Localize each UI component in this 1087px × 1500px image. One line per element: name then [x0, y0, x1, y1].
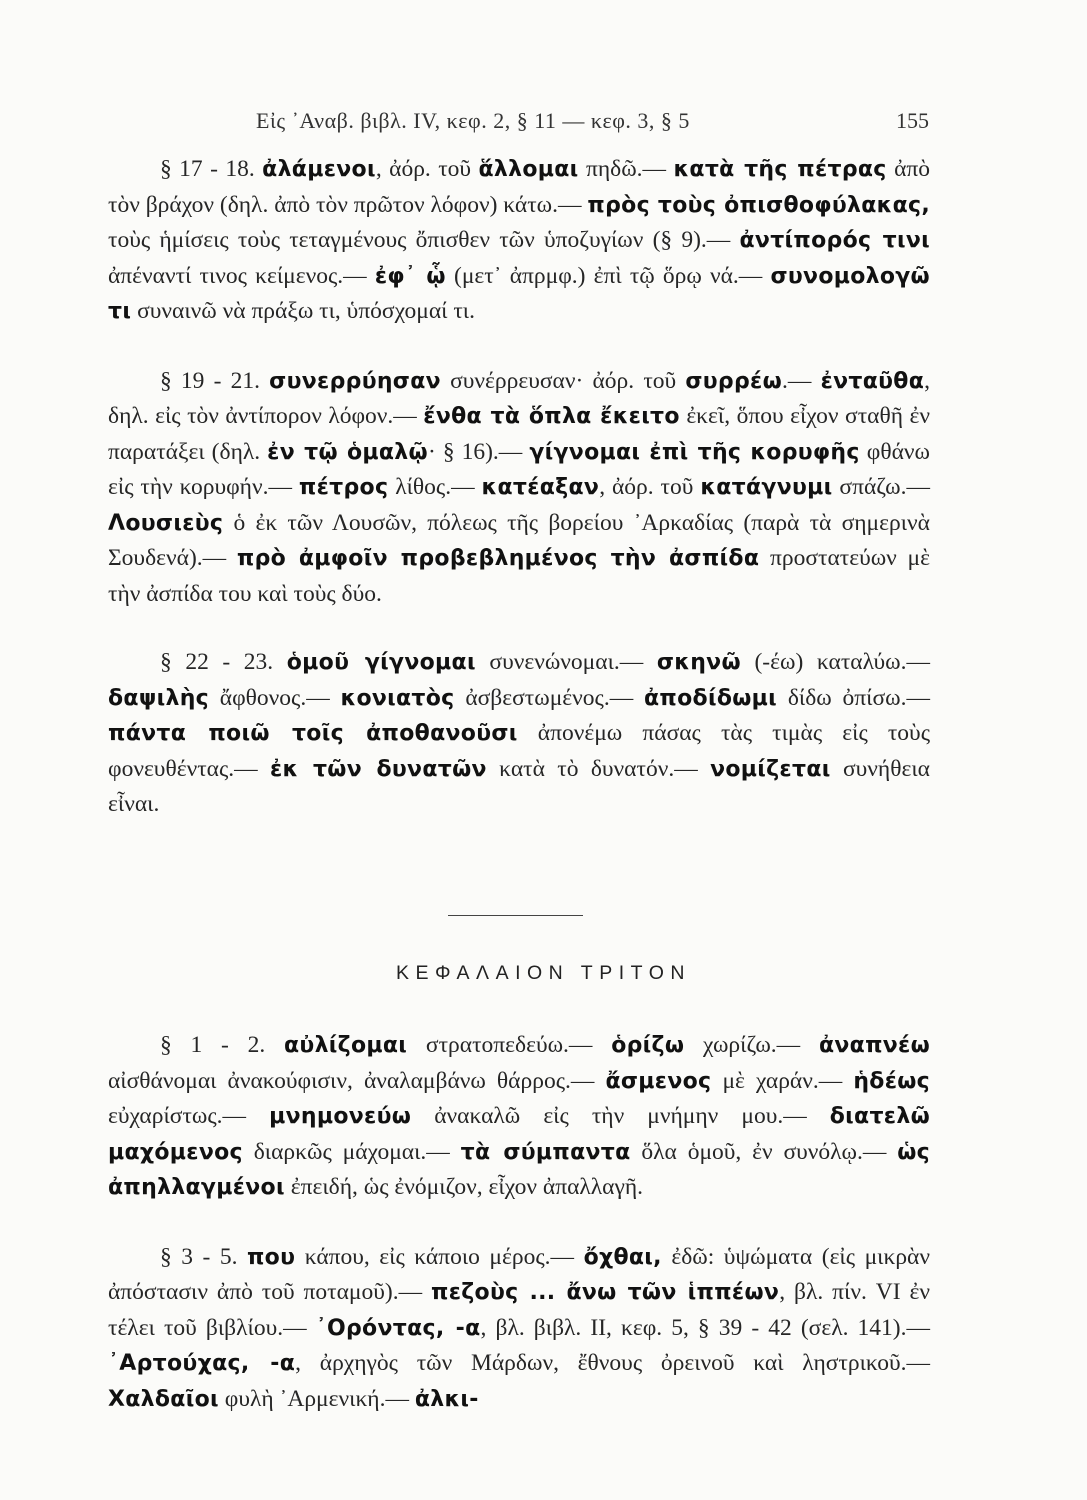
lemma-term: Λουσιεὺς — [108, 510, 224, 536]
gloss-text: κάπου, εἰς κάποιο μέρος.— — [295, 1243, 584, 1270]
gloss-text: συνέρρευσαν· ἀόρ. τοῦ — [440, 367, 686, 394]
gloss-text: ὁ ἐκ τῶν Λουσῶν, πόλεως τῆς βορείου ᾿Αρκαδίας (παρὰ τὰ σημερινὰ Σουδενά).— — [108, 509, 930, 571]
gloss-text: ἀπὸ τὸν βράχον (δηλ. ἀπὸ τὸν πρῶτον λόφον) κάτω.— — [108, 156, 930, 218]
gloss-text: , δηλ. εἰς τὸν ἀντίπορον λόφον.— — [108, 367, 931, 429]
gloss-text: συναινῶ νὰ πράξω τι, ὑπόσχομαί τι. — [131, 298, 476, 324]
lemma-term: συρρέω — [685, 368, 782, 394]
lemma-term: ἀλκι- — [414, 1386, 479, 1412]
lemma-term: ἐκ τῶν δυνατῶν — [270, 756, 487, 782]
lemma-term: σκηνῶ — [656, 650, 741, 675]
gloss-text: χωρίζω.— — [684, 1032, 819, 1058]
gloss-text: ἐδῶ: ὑψώματα (εἰς μικρὰν ἀπόστασιν ἀπὸ τοῦ ποταμοῦ).— — [108, 1243, 930, 1305]
gloss-text: φθάνω εἰς τὴν κορυφήν.— — [108, 438, 930, 500]
commentary-upper — [108, 152, 930, 822]
lemma-term: αὐλίζομαι — [284, 1033, 408, 1058]
lemma-term: ὡς ἀπηλλαγμένοι — [108, 1139, 930, 1200]
page-number: 155 — [896, 108, 929, 133]
gloss-text: , ἀρχηγὸς τῶν Μάρδων, ἔθνους ὀρεινοῦ καὶ ληστρικοῦ.— — [295, 1350, 930, 1376]
gloss-text: ἀσβεστωμένος.— — [454, 684, 645, 711]
gloss-text: , βλ. πίν. VI ἐν τέλει τοῦ βιβλίου.— — [108, 1279, 930, 1341]
lemma-term: μνημονεύω — [269, 1104, 412, 1129]
lemma-term: ἐφ᾽ ᾧ — [374, 263, 446, 289]
running-header — [150, 100, 929, 140]
lemma-term: νομίζεται — [710, 756, 831, 782]
gloss-text: ὅλα ὁμοῦ, ἐν συνόλῳ.— — [630, 1138, 898, 1165]
lemma-term: πέτρος — [298, 475, 389, 500]
note-paragraph — [108, 1028, 930, 1206]
gloss-text: (-έω) καταλύω.— — [740, 649, 931, 675]
lemma-term: δαψιλὴς — [108, 685, 209, 711]
lemma-term: Χαλδαῖοι — [108, 1386, 219, 1412]
lemma-term: κατέαξαν — [481, 475, 600, 500]
section-divider — [448, 915, 583, 916]
lemma-term: ἐν τῷ ὁμαλῷ — [267, 439, 428, 465]
lemma-term: κατάγνυμι — [700, 475, 833, 500]
lemma-term: συνερρύησαν — [269, 368, 441, 394]
gloss-text: φυλὴ ᾿Αρμενική.— — [218, 1385, 415, 1412]
lemma-term: ὄχθαι, — [583, 1244, 662, 1270]
lemma-term: ἀποδίδωμι — [644, 685, 778, 711]
section-ref: § 17 - 18. — [160, 156, 255, 182]
gloss-text: δίδω ὀπίσω.— — [777, 684, 930, 711]
gloss-text: (μετ᾽ ἀπρμφ.) ἐπὶ τῷ ὅρῳ νά.— — [445, 262, 771, 289]
gloss-text: , ἀόρ. τοῦ — [599, 474, 701, 500]
lemma-term: πεζοὺς ... ἄνω τῶν ἱππέων — [431, 1280, 780, 1305]
gloss-text: λίθος.— — [388, 474, 482, 500]
lemma-term: κατὰ τῆς πέτρας — [673, 157, 887, 182]
gloss-text: · § 16).— — [427, 438, 530, 465]
lemma-term: που — [246, 1244, 296, 1270]
note-paragraph — [108, 645, 930, 822]
section-ref: § 1 - 2. — [160, 1032, 266, 1058]
gloss-text: αἰσθάνομαι ἀνακούφισιν, ἀναλαμβάνω θάρρος.— — [108, 1067, 606, 1094]
gloss-text: στρατοπεδεύω.— — [407, 1032, 612, 1058]
lemma-term: ᾿Ορόντας, -α — [315, 1315, 481, 1341]
lemma-term: τὰ σύμπαντα — [460, 1139, 631, 1165]
lemma-term: συνομολογῶ τι — [108, 263, 930, 324]
note-paragraph — [108, 1240, 930, 1418]
gloss-text: , ἀόρ. τοῦ — [375, 156, 479, 182]
gloss-text: ἀπέναντί τινος κείμενος.— — [108, 262, 375, 289]
note-paragraph — [108, 152, 930, 330]
lemma-term: ἀναπνέω — [818, 1033, 931, 1058]
running-title: Εἰς ᾿Αναβ. βιβλ. IV, κεφ. 2, § 11 — κεφ. 3, § 5 — [256, 108, 690, 133]
lemma-term: ᾿Αρτούχας, -α — [108, 1351, 296, 1376]
lemma-term: κονιατὸς — [340, 685, 455, 711]
gloss-text: .— — [782, 367, 821, 394]
gloss-text: διαρκῶς μάχομαι.— — [242, 1138, 461, 1165]
lemma-term: πάντα ποιῶ τοῖς ἀποθανοῦσι — [108, 721, 518, 746]
section-ref: § 19 - 21. — [160, 367, 260, 394]
gloss-text: ἐπειδή, ὡς ἐνόμιζον, εἶχον ἀπαλλαγῆ. — [284, 1174, 644, 1200]
gloss-text: ἄφθονος.— — [209, 684, 341, 711]
lemma-term: ὁμοῦ γίγνομαι — [286, 650, 476, 675]
gloss-text: σπάζω.— — [832, 474, 930, 500]
section-ref: § 3 - 5. — [160, 1243, 238, 1270]
gloss-text: μὲ χαράν.— — [711, 1067, 854, 1094]
gloss-text: ἐκεῖ, ὅπου εἶχον σταθῆ ἐν παρατάξει (δηλ. — [108, 403, 930, 465]
gloss-text: τοὺς ἡμίσεις τοὺς τεταγμένους ὄπισθεν τῶν ὑποζυγίων (§ 9).— — [108, 227, 740, 253]
lemma-term: ἔνθα τὰ ὅπλα ἔκειτο — [423, 404, 680, 429]
commentary-lower — [108, 1028, 930, 1417]
gloss-text: πηδῶ.— — [578, 156, 674, 182]
chapter-heading: ΚΕΦΑΛΑΙΟΝ ΤΡΙΤΟΝ — [396, 962, 691, 984]
gloss-text: ἀνακαλῶ εἰς τὴν μνήμην μου.— — [411, 1103, 830, 1129]
lemma-term: πρὸς τοὺς ὀπισθοφύλακας, — [587, 192, 930, 218]
gloss-text: , βλ. βιβλ. II, κεφ. 5, § 39 - 42 (σελ. 141).— — [480, 1314, 931, 1341]
lemma-term: ἐνταῦθα — [820, 368, 925, 394]
lemma-term: ἀλάμενοι — [262, 157, 376, 182]
gloss-text: εὐχαρίστως.— — [108, 1103, 270, 1129]
lemma-term: ἀντίπορός τινι — [739, 228, 930, 253]
gloss-text: ἀπονέμω πάσας τὰς τιμὰς εἰς τοὺς φονευθέντας.— — [108, 720, 930, 782]
lemma-term: ἡδέως — [853, 1068, 930, 1094]
note-text — [108, 368, 930, 607]
lemma-term: ἅλλομαι — [478, 157, 579, 182]
gloss-text: κατὰ τὸ δυνατόν.— — [486, 755, 711, 782]
gloss-text: συνήθεια εἶναι. — [108, 755, 930, 817]
note-paragraph — [108, 364, 930, 612]
lemma-term: ὁρίζω — [611, 1033, 685, 1058]
lemma-term: διατελῶ μαχόμενος — [108, 1104, 930, 1165]
lemma-term: ἄσμενος — [605, 1068, 712, 1094]
section-ref: § 22 - 23. — [160, 649, 274, 675]
gloss-text: συνενώνομαι.— — [475, 649, 657, 675]
lemma-term: πρὸ ἀμφοῖν προβεβλημένος τὴν ἀσπίδα — [236, 546, 760, 571]
lemma-term: γίγνομαι ἐπὶ τῆς κορυφῆς — [529, 439, 860, 465]
gloss-text: προστατεύων μὲ τὴν ἀσπίδα του καὶ τοὺς δύο. — [108, 545, 931, 607]
